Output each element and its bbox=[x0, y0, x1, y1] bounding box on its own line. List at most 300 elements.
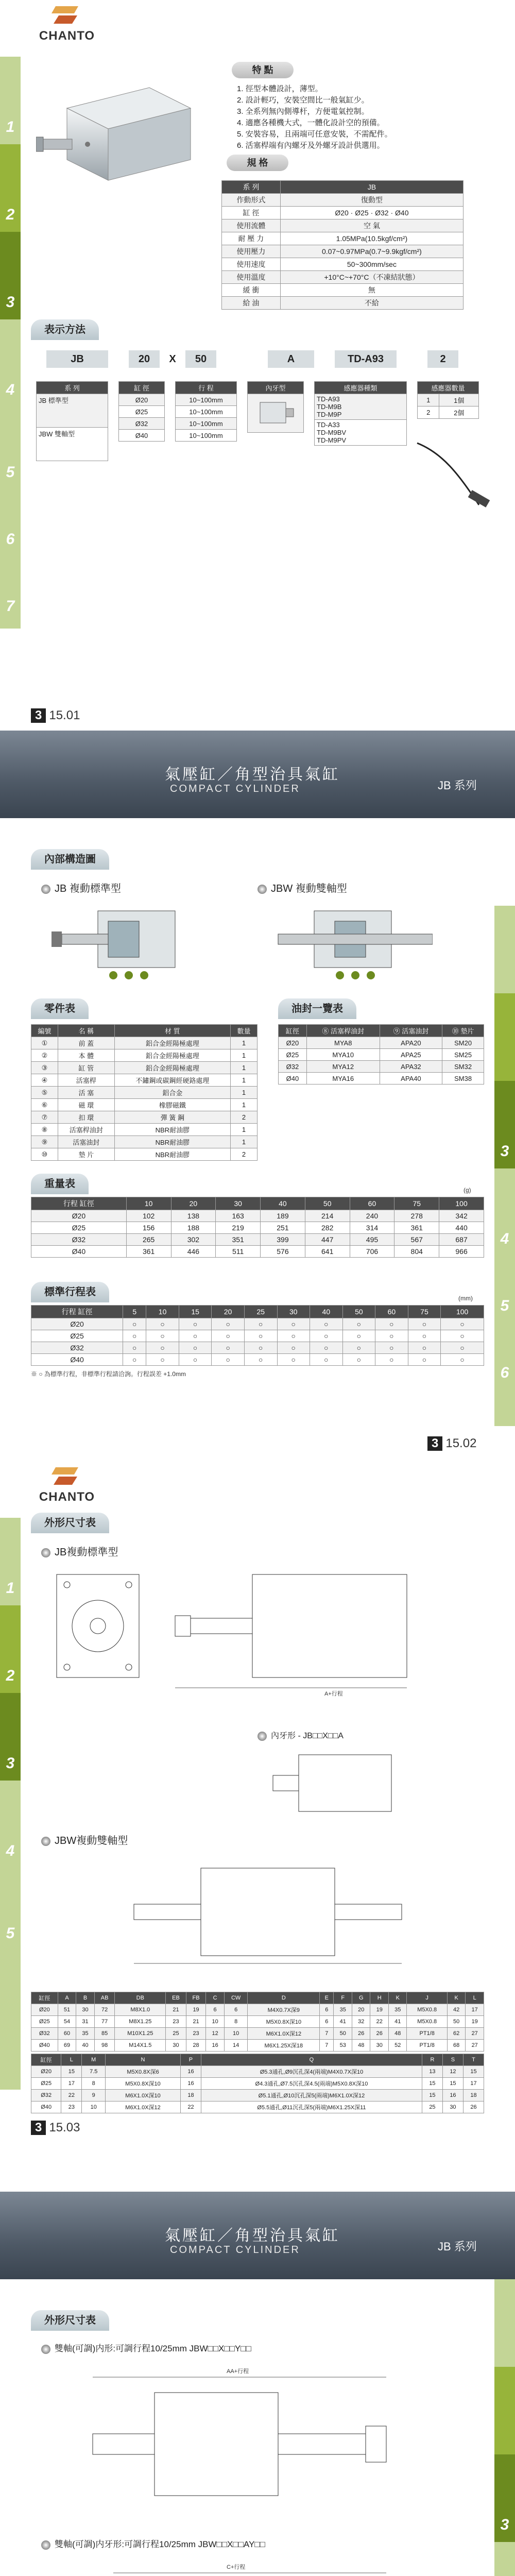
feature-item: 5. 安裝容易，且兩端可任意安裝，不需配件。 bbox=[237, 130, 392, 139]
sensor-option: TD-M9BV bbox=[317, 429, 347, 436]
bullet-icon bbox=[258, 1732, 267, 1741]
cell: M6X1.0X深12 bbox=[248, 2028, 320, 2040]
order-code-stroke: 50 bbox=[185, 350, 216, 368]
cell: ○ bbox=[179, 1342, 212, 1354]
cell: NBR耐油膠 bbox=[114, 1124, 230, 1136]
cell: 399 bbox=[261, 1234, 305, 1246]
col-header: F bbox=[334, 1992, 352, 2004]
cell: ○ bbox=[342, 1318, 375, 1330]
cell: Ø20 bbox=[279, 1037, 307, 1049]
cell: M6X1.25X深18 bbox=[248, 2040, 320, 2052]
cell: 彈 簧 鋼 bbox=[114, 1111, 230, 1124]
cell: 活塞桿油封 bbox=[58, 1124, 114, 1136]
qty-label: 2個 bbox=[439, 406, 479, 419]
cell: MYA16 bbox=[306, 1073, 380, 1084]
cell: SM25 bbox=[442, 1049, 484, 1061]
side-number[interactable]: 1 bbox=[6, 1580, 15, 1597]
cell: 576 bbox=[261, 1246, 305, 1258]
cell: 19 bbox=[186, 2004, 206, 2016]
option-header: 行 程 bbox=[176, 382, 237, 394]
col-header: 60 bbox=[375, 1306, 408, 1318]
cell: 墊 片 bbox=[58, 1148, 114, 1161]
cell: 302 bbox=[171, 1234, 216, 1246]
cell: 26 bbox=[352, 2028, 370, 2040]
side-number[interactable]: 3 bbox=[6, 294, 15, 311]
header-title: 氣壓缸／角型治具氣缸 bbox=[165, 2227, 340, 2244]
cell: Ø25 bbox=[31, 2016, 58, 2028]
cell: 不鏽鋼或碳鋼經硬鉻處理 bbox=[114, 1074, 230, 1087]
cell: 18 bbox=[180, 2090, 201, 2102]
cell: ○ bbox=[146, 1354, 179, 1366]
adjustable-a-label bbox=[41, 2341, 251, 2354]
cell: Ø20 bbox=[31, 2066, 61, 2078]
cell: Ø25 bbox=[31, 2078, 61, 2090]
cell: PT1/8 bbox=[407, 2040, 447, 2052]
cell: NBR耐油膠 bbox=[114, 1148, 230, 1161]
cell: ○ bbox=[310, 1342, 343, 1354]
feature-item: 1. 徑型本體設計，薄型。 bbox=[237, 84, 323, 93]
cell: M5X0.8X深6 bbox=[106, 2066, 181, 2078]
col-header: AB bbox=[94, 1992, 115, 2004]
col-header: L bbox=[61, 2054, 82, 2066]
side-number[interactable]: 4 bbox=[6, 1842, 15, 1859]
side-number[interactable]: 5 bbox=[6, 464, 15, 481]
brand-name: CHANTO bbox=[39, 29, 95, 43]
cell: ○ bbox=[375, 1318, 408, 1330]
cell: 16 bbox=[180, 2078, 201, 2090]
cell: M5X0.8X深10 bbox=[248, 2016, 320, 2028]
table-row bbox=[31, 1099, 258, 1111]
table-row bbox=[31, 1222, 484, 1234]
sensor-option: TD-M9P bbox=[317, 411, 342, 418]
side-number[interactable]: 2 bbox=[6, 206, 15, 223]
cell: 30 bbox=[166, 2040, 186, 2052]
side-tab-strip bbox=[494, 818, 515, 1461]
cell: ⑤ bbox=[31, 1087, 58, 1099]
cell: 641 bbox=[305, 1246, 350, 1258]
dimension-heading: 外形尺寸表 bbox=[31, 1513, 109, 1533]
side-number[interactable]: 4 bbox=[500, 1230, 509, 1247]
cell: 22 bbox=[180, 2102, 201, 2113]
side-number[interactable]: 3 bbox=[500, 2516, 509, 2533]
cell: 9 bbox=[82, 2090, 106, 2102]
cell: 567 bbox=[394, 1234, 439, 1246]
cell: ⑧ bbox=[31, 1124, 58, 1136]
bullet-icon bbox=[41, 1548, 50, 1557]
dimension-heading: 外形尺寸表 bbox=[31, 2310, 109, 2331]
spec-value: JB bbox=[280, 181, 463, 194]
cell: 32 bbox=[352, 2016, 370, 2028]
cell: 41 bbox=[334, 2016, 352, 2028]
cell: 1 bbox=[231, 1099, 258, 1111]
cell: 22 bbox=[61, 2090, 82, 2102]
col-header: L bbox=[466, 1992, 484, 2004]
cell: ○ bbox=[212, 1342, 245, 1354]
inner-thread-text: 內牙形 - JB□□X□□A bbox=[271, 1732, 344, 1740]
cell: 16 bbox=[206, 2040, 225, 2052]
cell: 16 bbox=[442, 2090, 463, 2102]
header-series: JB 系列 bbox=[438, 779, 477, 792]
page-header bbox=[0, 731, 515, 818]
cell: 1 bbox=[231, 1062, 258, 1074]
cell: ○ bbox=[244, 1318, 277, 1330]
cell: 361 bbox=[126, 1246, 171, 1258]
qty-code: 1 bbox=[418, 394, 439, 406]
order-code-thread: A bbox=[268, 350, 314, 368]
side-number[interactable]: 6 bbox=[500, 1364, 509, 1381]
cell: 42 bbox=[447, 2004, 466, 2016]
cell: M4X0.7X深9 bbox=[248, 2004, 320, 2016]
page-number: 3 15.02 bbox=[427, 1436, 476, 1451]
jb-label-text: JB複動標準型 bbox=[55, 1547, 118, 1558]
jbw-label bbox=[41, 1832, 128, 1847]
cell: 17 bbox=[466, 2004, 484, 2016]
col-header: 30 bbox=[277, 1306, 310, 1318]
bore-option: Ø20 bbox=[119, 394, 165, 406]
cell: ○ bbox=[441, 1330, 484, 1342]
dimension-table-2 bbox=[31, 2054, 484, 2113]
cell: 265 bbox=[126, 1234, 171, 1246]
cell: 19 bbox=[370, 2004, 389, 2016]
option-header: 系 列 bbox=[37, 382, 108, 394]
cell: ○ bbox=[244, 1354, 277, 1366]
cell: 15 bbox=[422, 2078, 442, 2090]
brand-logo bbox=[31, 6, 103, 42]
cell: 鋁合金經陽極處理 bbox=[114, 1049, 230, 1062]
cell: ○ bbox=[310, 1354, 343, 1366]
cell: 10 bbox=[224, 2028, 248, 2040]
cell: 72 bbox=[94, 2004, 115, 2016]
table-row bbox=[31, 2028, 484, 2040]
weight-heading: 重量表 bbox=[31, 1174, 89, 1194]
cell: 69 bbox=[58, 2040, 76, 2052]
cell: Ø32 bbox=[31, 2028, 58, 2040]
page-number-text: 15.03 bbox=[49, 2121, 80, 2134]
cell: ○ bbox=[244, 1342, 277, 1354]
structure-heading: 內部構造圖 bbox=[31, 849, 109, 870]
cell: MYA10 bbox=[306, 1049, 380, 1061]
cell: Ø25 bbox=[31, 1330, 123, 1342]
cell: 188 bbox=[171, 1222, 216, 1234]
cell: 25 bbox=[166, 2028, 186, 2040]
cell: 活塞油封 bbox=[58, 1136, 114, 1148]
cell: 31 bbox=[76, 2016, 95, 2028]
cell: Ø32 bbox=[31, 1342, 123, 1354]
col-header: 15 bbox=[179, 1306, 212, 1318]
cell: ○ bbox=[146, 1330, 179, 1342]
table-row bbox=[31, 2016, 484, 2028]
spec-value: Ø20 · Ø25 · Ø32 · Ø40 bbox=[280, 207, 463, 219]
cell: M14X1.5 bbox=[115, 2040, 166, 2052]
cell: 27 bbox=[466, 2040, 484, 2052]
jb-front-drawing bbox=[46, 1564, 149, 1708]
cell: 橡膠磁鐵 bbox=[114, 1099, 230, 1111]
cell: 1 bbox=[231, 1074, 258, 1087]
cell: 27 bbox=[466, 2028, 484, 2040]
series-option: JBW 雙軸型 bbox=[37, 428, 108, 461]
table-row bbox=[31, 1354, 484, 1366]
cell: ○ bbox=[277, 1330, 310, 1342]
cell: ○ bbox=[123, 1318, 146, 1330]
col-header: K bbox=[388, 1992, 407, 2004]
col-header: S bbox=[442, 2054, 463, 2066]
series-option: JB 標準型 bbox=[37, 394, 108, 428]
features-list bbox=[237, 83, 448, 151]
option-header: 感應器數量 bbox=[418, 382, 479, 394]
cell: 6 bbox=[320, 2016, 334, 2028]
adjustable-b-drawing bbox=[62, 2557, 453, 2576]
side-number[interactable]: 5 bbox=[6, 1925, 15, 1942]
cell: 30 bbox=[370, 2040, 389, 2052]
cell: ⑨ bbox=[31, 1136, 58, 1148]
cell: 35 bbox=[76, 2028, 95, 2040]
spec-key: 緩 衝 bbox=[222, 284, 281, 297]
cell: ○ bbox=[342, 1342, 375, 1354]
table-row bbox=[31, 1087, 258, 1099]
page-number: 3 15.01 bbox=[31, 708, 80, 723]
side-number[interactable]: 6 bbox=[6, 531, 15, 548]
cell: ○ bbox=[441, 1354, 484, 1366]
side-number[interactable]: 3 bbox=[6, 1755, 15, 1772]
cell: 缸 管 bbox=[58, 1062, 114, 1074]
cell: 1 bbox=[231, 1136, 258, 1148]
cell: ① bbox=[31, 1037, 58, 1049]
cell: 240 bbox=[350, 1210, 394, 1222]
col-header: 30 bbox=[216, 1197, 261, 1210]
cell: 12 bbox=[206, 2028, 225, 2040]
cell: Ø20 bbox=[31, 1210, 127, 1222]
structure-b-drawing bbox=[268, 901, 433, 983]
col-header: 75 bbox=[394, 1197, 439, 1210]
side-number[interactable]: 4 bbox=[6, 381, 15, 398]
col-header: 5 bbox=[123, 1306, 146, 1318]
order-code-row bbox=[36, 350, 500, 371]
structure-a-drawing bbox=[52, 901, 216, 983]
cell: Ø4.3通孔,Ø7.5沉孔深4.5(兩端)M5X0.8X深10 bbox=[201, 2078, 422, 2090]
cell: 13 bbox=[422, 2066, 442, 2078]
option-header: 缸 徑 bbox=[119, 382, 165, 394]
cell: Ø25 bbox=[31, 1222, 127, 1234]
sensor-product-image bbox=[412, 433, 494, 515]
col-header: N bbox=[106, 2054, 181, 2066]
cell: 446 bbox=[171, 1246, 216, 1258]
table-row bbox=[31, 1074, 258, 1087]
feature-item: 6. 活塞桿端有內螺牙及外螺牙設計供選用。 bbox=[237, 141, 385, 150]
stroke-option: 10~100mm bbox=[176, 418, 237, 430]
order-code-x: X bbox=[169, 353, 176, 365]
spec-value: 1.05MPa(10.5kgf/cm²) bbox=[280, 232, 463, 245]
cell: 706 bbox=[350, 1246, 394, 1258]
cell: ○ bbox=[179, 1330, 212, 1342]
cell: 51 bbox=[58, 2004, 76, 2016]
table-row bbox=[31, 2090, 484, 2102]
side-number[interactable]: 5 bbox=[500, 1297, 509, 1314]
cell: 18 bbox=[463, 2090, 484, 2102]
qty-option-table bbox=[417, 381, 479, 419]
order-code-bore: 20 bbox=[129, 350, 160, 368]
order-code-qty: 2 bbox=[427, 350, 458, 368]
cell: M5X0.8X深10 bbox=[106, 2078, 181, 2090]
cell: 48 bbox=[352, 2040, 370, 2052]
feature-item: 4. 適應各種機大式，一體化設計空的預備。 bbox=[237, 118, 385, 127]
cell: Ø5.1通孔,Ø10沉孔深5(兩端)M6X1.0X深12 bbox=[201, 2090, 422, 2102]
table-row bbox=[31, 1246, 484, 1258]
jb-side-drawing bbox=[170, 1564, 458, 1698]
cell: 282 bbox=[305, 1222, 350, 1234]
table-row bbox=[31, 1210, 484, 1222]
cell: 54 bbox=[58, 2016, 76, 2028]
side-number[interactable]: 1 bbox=[6, 118, 15, 135]
cell: ○ bbox=[342, 1354, 375, 1366]
cell: M8X1.0 bbox=[115, 2004, 166, 2016]
col-header: E bbox=[320, 1992, 334, 2004]
bullet-icon bbox=[41, 2540, 50, 2550]
cell: ○ bbox=[123, 1354, 146, 1366]
cell: PT1/8 bbox=[407, 2028, 447, 2040]
col-header: 20 bbox=[212, 1306, 245, 1318]
table-row bbox=[31, 1062, 258, 1074]
side-number[interactable]: 7 bbox=[6, 598, 15, 615]
col-header: 10 bbox=[126, 1197, 171, 1210]
table-row bbox=[31, 1111, 258, 1124]
cell: ② bbox=[31, 1049, 58, 1062]
col-header: 25 bbox=[244, 1306, 277, 1318]
side-number[interactable]: 3 bbox=[500, 1143, 509, 1160]
cell: 7 bbox=[320, 2040, 334, 2052]
cell: 102 bbox=[126, 1210, 171, 1222]
jb-label bbox=[41, 1544, 118, 1558]
cell: 60 bbox=[58, 2028, 76, 2040]
cell: 17 bbox=[463, 2078, 484, 2090]
option-header: 感應器種類 bbox=[315, 382, 407, 394]
table-row bbox=[279, 1049, 484, 1061]
bore-option: Ø40 bbox=[119, 430, 165, 442]
cell: 189 bbox=[261, 1210, 305, 1222]
col-header: 20 bbox=[171, 1197, 216, 1210]
cell: ○ bbox=[441, 1318, 484, 1330]
cell: ⑦ bbox=[31, 1111, 58, 1124]
col-header: 缸徑 bbox=[31, 1992, 58, 2004]
cell: 30 bbox=[442, 2102, 463, 2113]
col-header: H bbox=[370, 1992, 389, 2004]
spec-key: 給 油 bbox=[222, 297, 281, 310]
cell: M10X1.25 bbox=[115, 2028, 166, 2040]
series-option-table bbox=[36, 381, 108, 461]
cell: Ø40 bbox=[279, 1073, 307, 1084]
cell: 28 bbox=[186, 2040, 206, 2052]
cell: 35 bbox=[388, 2004, 407, 2016]
cell: 314 bbox=[350, 1222, 394, 1234]
structure-a-text: JB 複動標準型 bbox=[55, 883, 121, 894]
thread-option-image bbox=[248, 394, 304, 433]
cell: 活 塞 bbox=[58, 1087, 114, 1099]
col-header: ⑩ 墊片 bbox=[442, 1025, 484, 1037]
bore-option-table bbox=[118, 381, 165, 442]
cell: 鋁合金經陽極處理 bbox=[114, 1037, 230, 1049]
page-number: 3 15.03 bbox=[31, 2121, 80, 2135]
cell: 511 bbox=[216, 1246, 261, 1258]
cell: 10 bbox=[206, 2016, 225, 2028]
table-row bbox=[31, 1330, 484, 1342]
cell: 12 bbox=[442, 2066, 463, 2078]
inner-thread-drawing bbox=[268, 1750, 402, 1817]
cell: 85 bbox=[94, 2028, 115, 2040]
adjustable-a-drawing bbox=[62, 2362, 453, 2516]
adjustable-a-text: 雙軸(可調)内形:可調行程10/25mm JBW□□X□□Y□□ bbox=[55, 2344, 251, 2353]
header-subtitle: COMPACT CYLINDER bbox=[170, 2244, 300, 2256]
cell: ○ bbox=[408, 1318, 441, 1330]
cell: 23 bbox=[61, 2102, 82, 2113]
cell: 扣 環 bbox=[58, 1111, 114, 1124]
cell: 15 bbox=[442, 2078, 463, 2090]
col-header: 編號 bbox=[31, 1025, 58, 1037]
cell: ○ bbox=[408, 1354, 441, 1366]
cell: 1 bbox=[231, 1049, 258, 1062]
cell: 26 bbox=[370, 2028, 389, 2040]
svg-text:AA+行程: AA+行程 bbox=[227, 2368, 249, 2375]
table-row bbox=[31, 1342, 484, 1354]
header-title: 氣壓缸／角型治具氣缸 bbox=[165, 766, 340, 783]
stroke-unit: (mm) bbox=[458, 1295, 473, 1302]
cell: 163 bbox=[216, 1210, 261, 1222]
cell: ○ bbox=[123, 1342, 146, 1354]
cell: 219 bbox=[216, 1222, 261, 1234]
spec-key: 使用溫度 bbox=[222, 271, 281, 284]
cell: ○ bbox=[277, 1354, 310, 1366]
cell: ○ bbox=[310, 1318, 343, 1330]
spec-key: 使用壓力 bbox=[222, 245, 281, 258]
col-header: ⑧ 活塞桿油封 bbox=[306, 1025, 380, 1037]
sensor-option: TD-A93 bbox=[317, 395, 340, 403]
cell: 10 bbox=[82, 2102, 106, 2113]
order-code-heading: 表示方法 bbox=[31, 319, 99, 340]
cell: 351 bbox=[216, 1234, 261, 1246]
col-header: T bbox=[463, 2054, 484, 2066]
table-row bbox=[31, 1148, 258, 1161]
sensor-option-table bbox=[314, 381, 407, 446]
brand-name: CHANTO bbox=[39, 1490, 95, 1504]
cell: Ø32 bbox=[31, 2090, 61, 2102]
cell: Ø40 bbox=[31, 2040, 58, 2052]
col-header: 名 稱 bbox=[58, 1025, 114, 1037]
bullet-icon bbox=[41, 1837, 50, 1846]
col-header: K bbox=[447, 1992, 466, 2004]
cell: Ø25 bbox=[279, 1049, 307, 1061]
bore-option: Ø32 bbox=[119, 418, 165, 430]
cell: 21 bbox=[186, 2016, 206, 2028]
jbw-drawing bbox=[124, 1858, 412, 1971]
brand-mark-icon bbox=[52, 6, 82, 28]
table-row bbox=[31, 1037, 258, 1049]
side-number[interactable]: 2 bbox=[6, 1667, 15, 1684]
cell: 804 bbox=[394, 1246, 439, 1258]
col-header: R bbox=[422, 2054, 442, 2066]
side-tab-strip bbox=[0, 0, 21, 731]
col-header: 10 bbox=[146, 1306, 179, 1318]
cell: Ø5.3通孔,Ø9沉孔深4(兩端)M4X0.7X深10 bbox=[201, 2066, 422, 2078]
cell: 48 bbox=[388, 2028, 407, 2040]
spec-value: 無 bbox=[280, 284, 463, 297]
order-code-sensor: TD-A93 bbox=[335, 350, 397, 368]
stroke-note: ※ ○ 為標準行程，非標準行程請洽詢。行程誤差 +1.0mm bbox=[31, 1370, 186, 1378]
cell: 30 bbox=[76, 2004, 95, 2016]
cell: ○ bbox=[375, 1354, 408, 1366]
spec-value: +10°C~+70°C（不凍結狀態） bbox=[280, 271, 463, 284]
cell: 6 bbox=[206, 2004, 225, 2016]
col-header: 行程 缸徑 bbox=[31, 1306, 123, 1318]
col-header: M bbox=[82, 2054, 106, 2066]
table-row bbox=[31, 1049, 258, 1062]
